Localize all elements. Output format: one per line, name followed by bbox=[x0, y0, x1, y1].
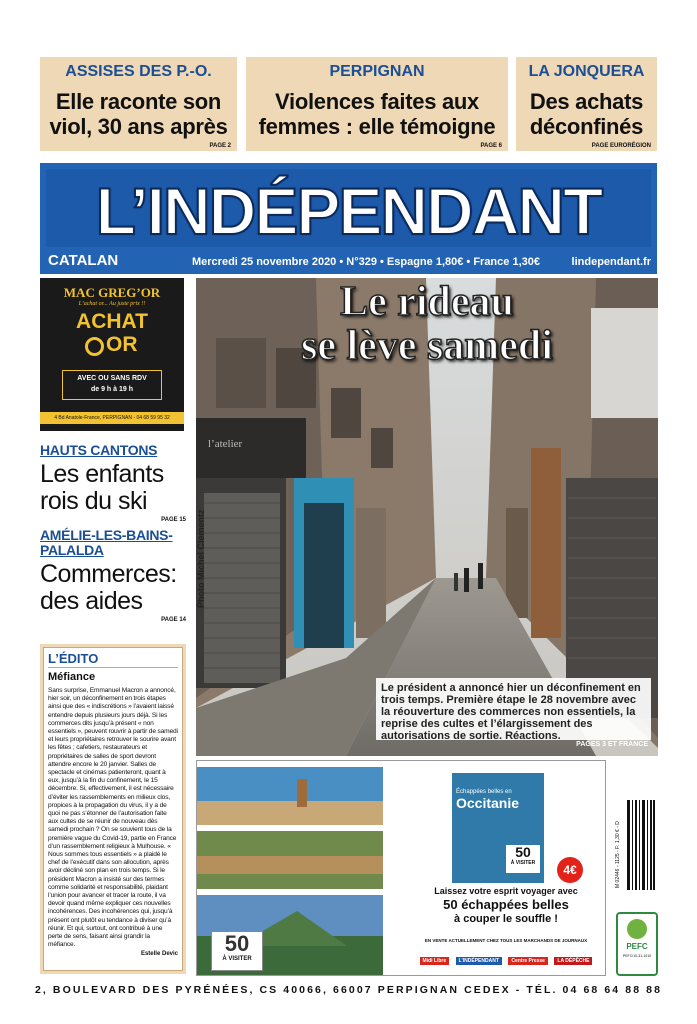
promo-line3-text: à couper le souffle ! bbox=[454, 913, 558, 925]
ad-rdv-2: de 9 h à 19 h bbox=[90, 386, 134, 393]
ad-address: 4 Bd Anatole-France, PERPIGNAN - 04 68 59 95 32 bbox=[40, 412, 184, 424]
pefc-label: PEFC bbox=[626, 942, 648, 951]
edition-label: CATALAN bbox=[48, 252, 119, 269]
teaser-kicker: PERPIGNAN bbox=[329, 63, 425, 80]
brief-kicker: AMÉLIE-LES-BAINS-PALALDA bbox=[40, 527, 173, 558]
shop-sign: l’atelier bbox=[208, 438, 243, 450]
page-ref: PAGE 2 bbox=[209, 143, 231, 149]
ad-brand: MAC GREG’OR bbox=[63, 285, 161, 300]
lead-caption: Le président a annoncé hier un déconfinement en trois temps. Première étape le 28 novembre avec la réouverture des commerces non essentiels, la reprise des cultes et l’élargissement des autorisations de sortie. Réactions. bbox=[376, 678, 651, 740]
photo-credit: Photo Michel Clementz bbox=[196, 509, 206, 608]
tree-icon bbox=[627, 919, 647, 939]
edito-label: L’ÉDITO bbox=[48, 651, 178, 668]
masthead-title: L’INDÉPENDANT bbox=[95, 174, 602, 248]
brief-hauts-cantons[interactable] bbox=[40, 442, 186, 523]
brief-amelie[interactable] bbox=[40, 528, 186, 623]
brief-kicker: HAUTS CANTONS bbox=[40, 442, 158, 458]
teaser-headline: Elle raconte son viol, 30 ans après bbox=[49, 89, 228, 139]
badge-label: À VISITER bbox=[222, 956, 252, 962]
badge-number: 50 bbox=[224, 931, 250, 956]
masthead-subline bbox=[40, 251, 657, 274]
issue-info: Mercredi 25 novembre 2020 • N°329 • Espagne 1,80€ • France 1,30€ bbox=[192, 256, 540, 268]
brand-depeche: LA DÉPÊCHE bbox=[554, 957, 592, 965]
barcode-code: M 02446 - 1125 - F: 1,30 € - D bbox=[615, 821, 621, 888]
promo-line2 bbox=[407, 898, 605, 926]
teaser-kicker: ASSISES DES P.-O. bbox=[65, 63, 212, 80]
badge-50-sites bbox=[211, 931, 263, 971]
pefc-logo bbox=[616, 912, 658, 976]
teaser-headline: Des achats déconfinés bbox=[529, 89, 644, 139]
masthead bbox=[40, 163, 657, 274]
footer-address: 2, BOULEVARD DES PYRÉNÉES, CS 40066, 66007 PERPIGNAN CEDEX - TÉL. 04 68 64 88 88 bbox=[34, 984, 663, 996]
magazine-badge bbox=[506, 845, 540, 873]
lead-headline bbox=[196, 280, 658, 368]
lead-photo[interactable] bbox=[196, 278, 658, 756]
lead-page-ref: PAGES 3 ET FRANCE bbox=[576, 741, 648, 748]
ring-icon bbox=[85, 337, 104, 356]
promo-small-print: EN VENTE ACTUELLEMENT CHEZ TOUS LES MARCHANDS DE JOURNAUX bbox=[424, 938, 588, 943]
promo-brands bbox=[417, 949, 597, 964]
pefc-sub: PEFC/10-31-1010 bbox=[622, 954, 652, 958]
website-link[interactable]: lindependant.fr bbox=[571, 256, 651, 268]
page-ref: PAGE 14 bbox=[161, 617, 186, 623]
magazine-badge-label: À VISITER bbox=[510, 860, 536, 866]
ad-main-2: OR bbox=[106, 333, 138, 356]
teaser-jonquera[interactable] bbox=[516, 57, 657, 151]
page-ref: PAGE EURORÉGION bbox=[591, 143, 651, 149]
brand-midi-libre: Midi Libre bbox=[420, 957, 450, 965]
magazine-badge-number: 50 bbox=[515, 844, 531, 860]
ad-tagline: L’achat or... Au juste prix !! bbox=[78, 301, 146, 307]
edito-body: Sans surprise, Emmanuel Macron a annoncé, hier soir, un déconfinement en trois étapes ainsi que des « indiscrétions » l’avaient laissé entendre depuis plusieurs jours déjà. Si les commerces dits jusqu’à présent « non essentiels », peuvent rouvrir à partir de samedi et leurs propriétaires retrouver le sourire avant les fêtes ; cafetiers, restaurateurs et propriétaires de salles de sport devront attendre encore le 20 janvier. Salles de spectacle et cinémas patienteront, quant à eux, jusqu’à la fin du confinement, le 15 décembre. Si, effectivement, il est nécessaire d’éviter les rassemblements en milieux clos, propices à la propagation du virus, il y a de quoi ne pas s’étonner de l’autorisation faite aux cultes de se réunir de nouveau dès samedi prochain ? On se souvient tous de la première vague du Covid-19, partie en France d’un rassemblement religieux à Mulhouse. « Nous sommes tous essentiels » a plaidé le chef de l’exécutif dans son allocution, après avoir décliné son plan en trois temps. Si le président Macron a insisté sur des termes comme solidarité et responsabilité, plaidant l’union pour avancer et tracer la route, il va devoir quand même expliquer ces nouvelles incohérences. Des incohérences qui, jusqu’à présent ont plutôt eu tendance à diviser qu’à réunir. Et qui, surtout, ont contribué à une perte de sens, faisant ainsi grandir la méfiance. bbox=[48, 687, 178, 949]
magazine-cover bbox=[452, 773, 544, 883]
magazine-title: Occitanie bbox=[456, 795, 520, 811]
lead-headline-line1: Le rideau bbox=[340, 279, 514, 325]
teaser-assises[interactable] bbox=[40, 57, 237, 151]
lead-headline-line2: se lève samedi bbox=[301, 323, 553, 369]
page-ref: PAGE 6 bbox=[480, 143, 502, 149]
price-badge: 4€ bbox=[557, 857, 583, 883]
barcode-icon bbox=[627, 800, 655, 890]
edito-signature: Estelle Devic bbox=[140, 950, 178, 957]
promo-line2-text: 50 échappées belles bbox=[443, 897, 569, 912]
teaser-perpignan[interactable] bbox=[246, 57, 508, 151]
promo-line1: Laissez votre esprit voyager avec bbox=[434, 886, 578, 896]
page-ref: PAGE 15 bbox=[161, 517, 186, 523]
ad-macgregor[interactable] bbox=[40, 278, 184, 431]
brief-headline: Commerces: des aides bbox=[40, 560, 177, 615]
teaser-headline: Violences faites aux femmes : elle témoigne bbox=[258, 89, 496, 139]
brand-centre-presse: Centre Presse bbox=[508, 957, 548, 965]
promo-occitanie[interactable] bbox=[196, 760, 606, 976]
brief-headline: Les enfants rois du ski bbox=[40, 460, 164, 515]
ad-rdv-1: AVEC OU SANS RDV bbox=[77, 375, 147, 382]
edito-title: Méfiance bbox=[48, 671, 96, 683]
promo-right bbox=[407, 761, 605, 975]
brand-independant: L’INDÉPENDANT bbox=[456, 957, 502, 965]
teaser-kicker: LA JONQUERA bbox=[528, 63, 645, 80]
edito-box bbox=[40, 644, 186, 974]
barcode bbox=[615, 800, 655, 890]
magazine-title-small: Échappées belles en bbox=[456, 789, 512, 795]
ad-main-1: ACHAT bbox=[76, 310, 148, 333]
